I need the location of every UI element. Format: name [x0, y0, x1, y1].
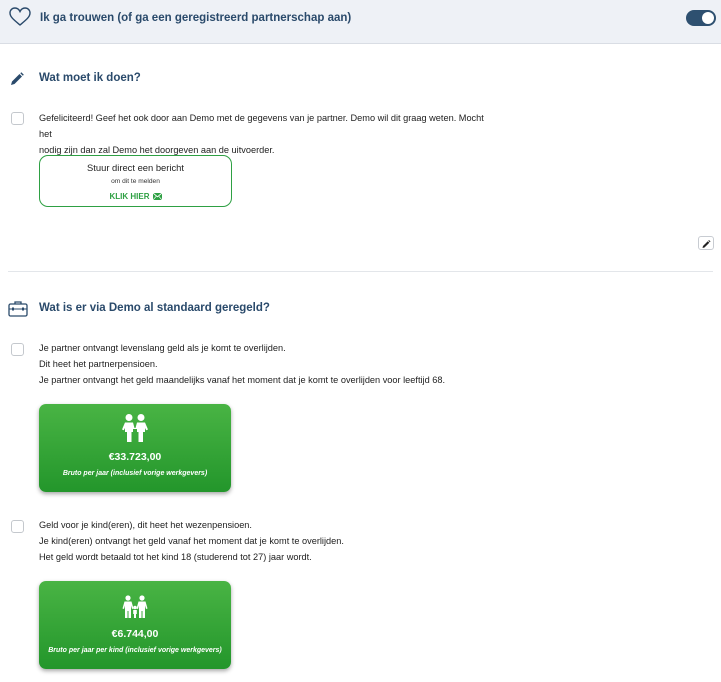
click-here-link[interactable] [40, 192, 231, 201]
task-checkbox-partner[interactable] [11, 343, 24, 356]
partner-pension-line: Je partner ontvangt het geld maandelijks vanaf het moment dat je komt te overlijden voor leeftijd 68. [39, 375, 446, 385]
partner-pension-line: Dit heet het partnerpensioen. [39, 359, 158, 369]
message-box-title: Stuur direct een bericht [87, 162, 184, 173]
life-event-header [0, 0, 721, 44]
pencil-icon [10, 72, 24, 86]
briefcase-icon [8, 300, 28, 317]
congrats-line: nodig zijn dan zal Demo het doorgeven aan de uitvoerder. [39, 145, 275, 155]
partner-pension-card [39, 404, 231, 492]
section-divider [8, 271, 713, 272]
heart-icon [9, 7, 31, 27]
congrats-line: Gefeliciteerd! Geef het ook door aan Demo met de gegevens van je partner. Demo wil dit graag weten. Mocht het [39, 113, 484, 139]
partner-pension-text [39, 340, 519, 388]
orphan-pension-line: Je kind(eren) ontvangt het geld vanaf het moment dat je komt te overlijden. [39, 536, 344, 546]
orphan-pension-text [39, 517, 519, 565]
header-title: Ik ga trouwen (of ga een geregistreerd partnerschap aan) [40, 12, 352, 24]
task-checkbox-children[interactable] [11, 520, 24, 533]
orphan-pension-amount: €6.744,00 [111, 628, 159, 640]
message-box-subtitle: om dit te melden [111, 178, 160, 185]
click-here-label: KLIK HIER [109, 192, 150, 201]
life-event-toggle[interactable] [686, 10, 716, 26]
partner-pension-note: Bruto per jaar (inclusief vorige werkgevers) [62, 470, 208, 477]
send-message-button[interactable] [39, 155, 232, 207]
what-to-do-title: Wat moet ik doen? [39, 72, 141, 84]
task-checkbox-1[interactable] [11, 112, 24, 125]
congrats-text [39, 110, 499, 158]
couple-icon [120, 413, 150, 443]
family-icon [122, 595, 148, 619]
orphan-pension-line: Het geld wordt betaald tot het kind 18 (studerend tot 27) jaar wordt. [39, 552, 312, 562]
orphan-pension-note: Bruto per jaar per kind (inclusief vorige werkgevers) [48, 647, 222, 654]
partner-pension-amount: €33.723,00 [108, 451, 162, 463]
standard-arranged-title: Wat is er via Demo al standaard geregeld? [39, 302, 270, 314]
orphan-pension-line: Geld voor je kind(eren), dit heet het wezenpensioen. [39, 520, 252, 530]
toggle-knob [702, 12, 714, 24]
partner-pension-line: Je partner ontvangt levenslang geld als je komt te overlijden. [39, 343, 286, 353]
edit-button[interactable] [698, 236, 714, 250]
envelope-icon [153, 193, 162, 200]
orphan-pension-card [39, 581, 231, 669]
pencil-icon [699, 238, 713, 250]
